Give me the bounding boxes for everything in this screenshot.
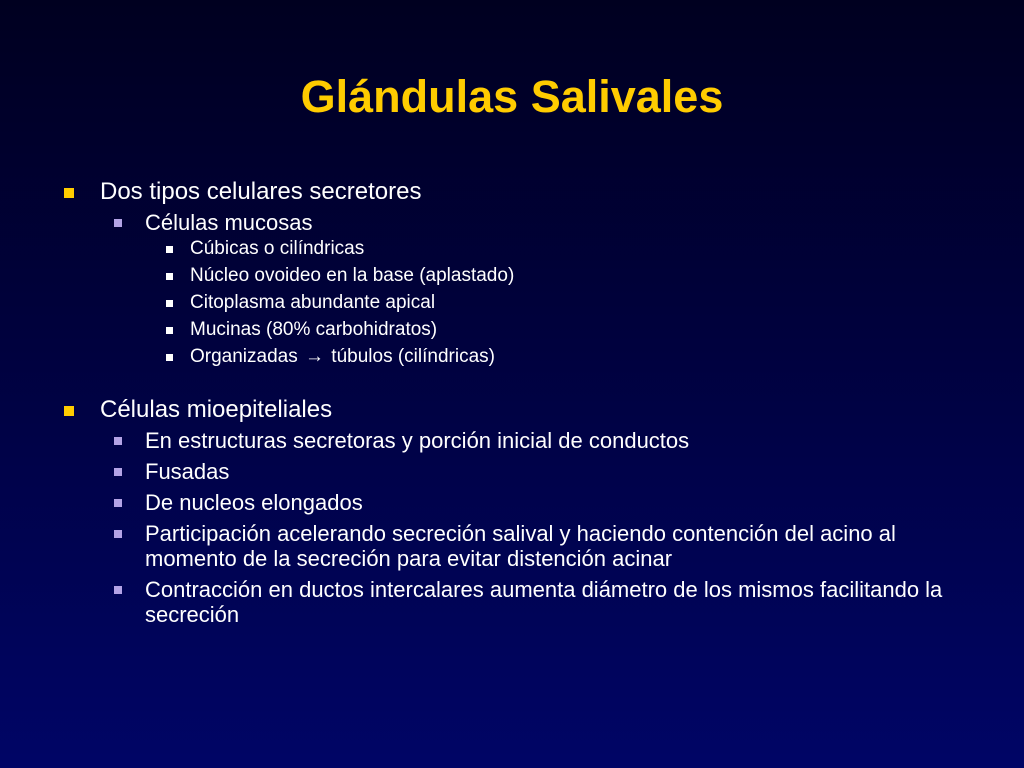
slide-title: Glándulas Salivales [300, 71, 724, 122]
bullet-text: túbulos (cilíndricas) [331, 346, 495, 367]
square-bullet-icon [114, 437, 122, 445]
bullet-text: Núcleo ovoideo en la base (aplastado) [190, 265, 515, 286]
bullet-level2-participacion [0, 521, 945, 571]
square-bullet-icon [64, 188, 74, 198]
bullet-text: Participación acelerando secreción salival y haciendo contención del acino al momento de la secreción para evitar distención acinar [145, 521, 896, 571]
square-bullet-icon [114, 499, 122, 507]
bullet-level2-fusadas [0, 459, 945, 484]
square-bullet-icon [64, 406, 74, 416]
bullet-level1-celulas-mioepiteliales [0, 396, 930, 424]
bullet-text: Células mioepiteliales [100, 396, 333, 423]
square-bullet-icon [114, 468, 122, 476]
arrow-right-icon: → [305, 346, 325, 367]
bullet-text: En estructuras secretoras y porción inicial de conductos [145, 428, 690, 453]
bullet-text: Dos tipos celulares secretores [100, 178, 422, 205]
bullet-level2-nucleos [0, 490, 945, 515]
square-bullet-icon [166, 246, 173, 253]
square-bullet-icon [166, 273, 173, 280]
square-bullet-icon [166, 300, 173, 307]
bullet-text: Citoplasma abundante apical [190, 292, 436, 313]
bullet-text: Células mucosas [145, 210, 313, 235]
bullet-text: De nucleos elongados [145, 490, 363, 515]
slide-body [0, 178, 1024, 627]
square-bullet-icon [114, 219, 122, 227]
bullet-level3-cubicas [0, 238, 950, 260]
square-bullet-icon [166, 354, 173, 361]
bullet-level2-estructuras [0, 428, 945, 453]
bullet-level3-organizadas [0, 346, 950, 368]
bullet-text: Fusadas [145, 459, 230, 484]
bullet-level3-mucinas [0, 319, 950, 341]
square-bullet-icon [166, 327, 173, 334]
bullet-level2-contraccion [0, 577, 945, 627]
bullet-text: Mucinas (80% carbohidratos) [190, 319, 438, 340]
bullet-text: Organizadas [190, 346, 298, 367]
square-bullet-icon [114, 530, 122, 538]
bullet-text: Cúbicas o cilíndricas [190, 238, 365, 259]
bullet-level3-citoplasma [0, 292, 950, 314]
bullet-text: Contracción en ductos intercalares aumenta diámetro de los mismos facilitando la secreción [145, 577, 943, 627]
square-bullet-icon [114, 586, 122, 594]
bullet-level3-nucleo [0, 265, 950, 287]
bullet-level1-dos-tipos [0, 178, 930, 206]
bullet-level2-celulas-mucosas [0, 210, 945, 235]
